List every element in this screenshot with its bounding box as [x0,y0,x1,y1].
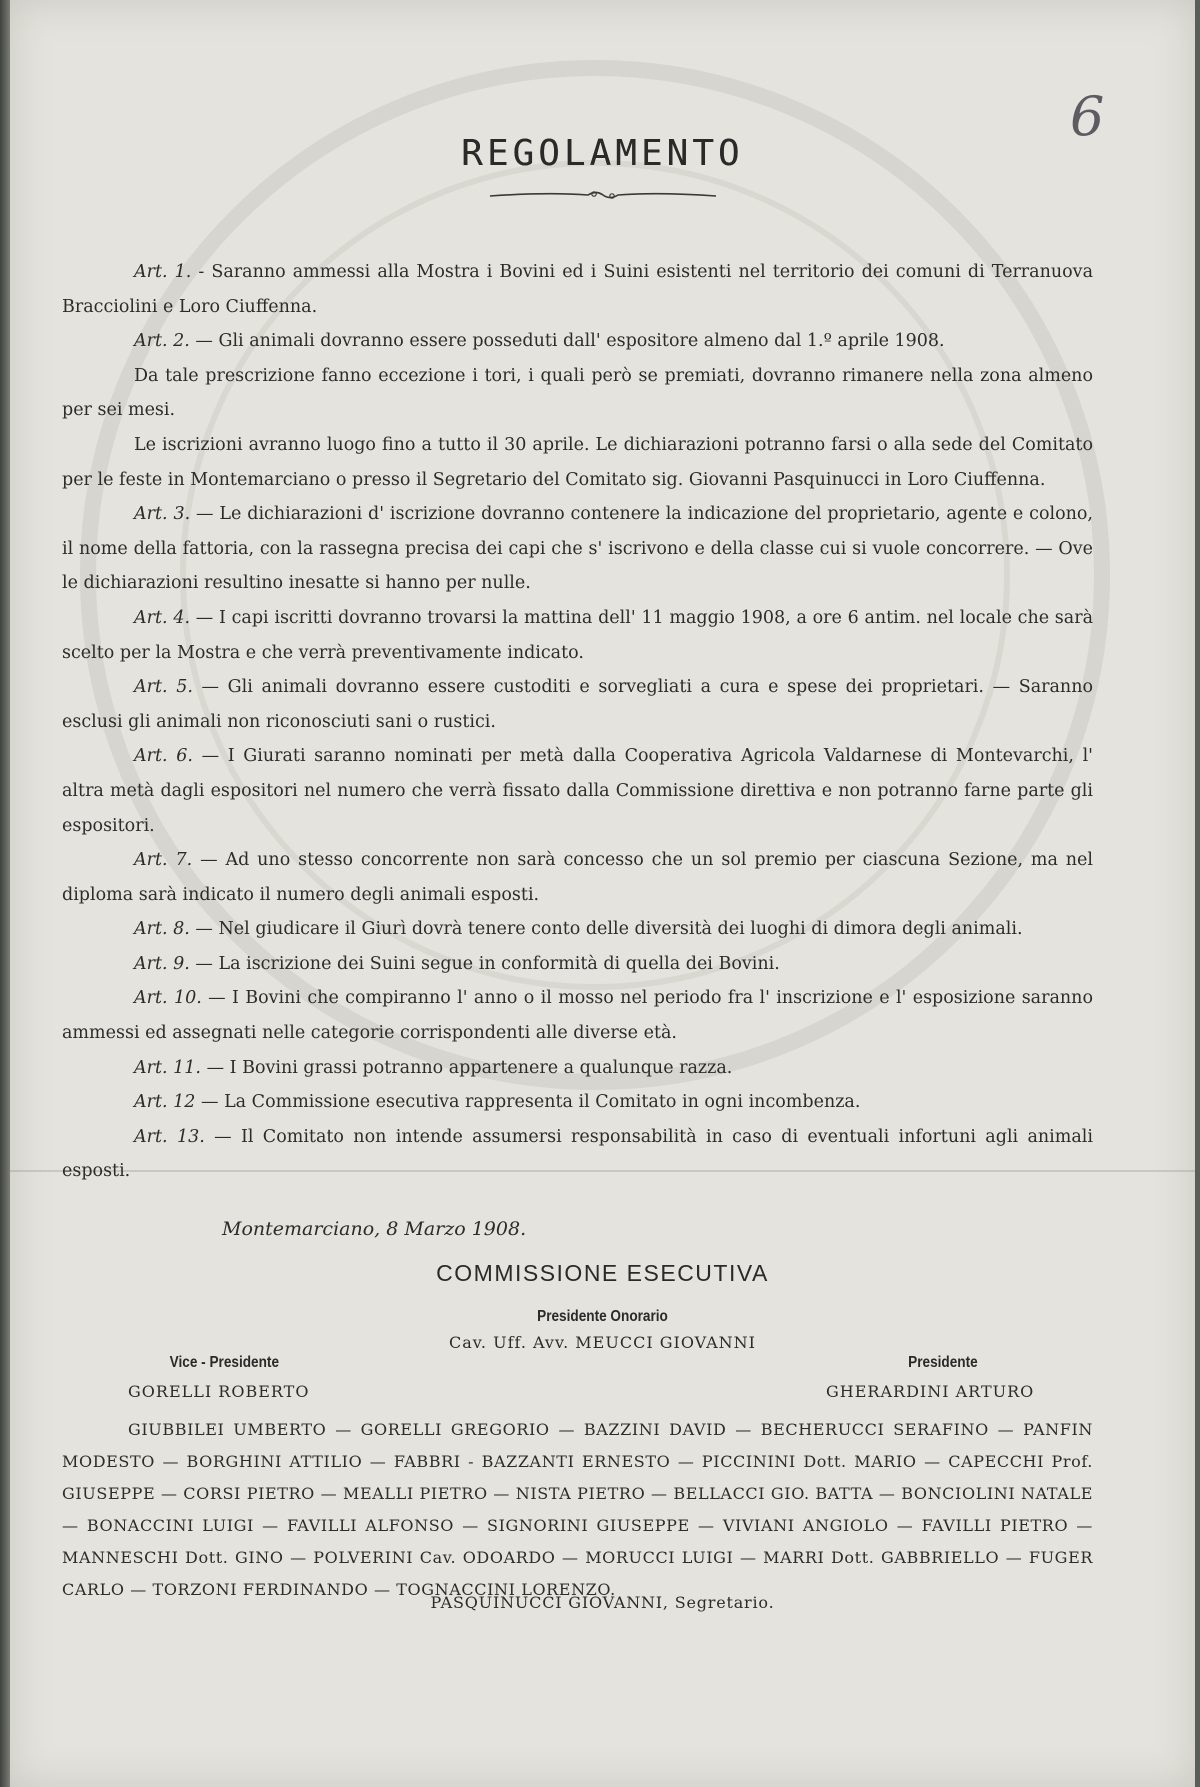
article-paragraph [62,255,1093,324]
article-text: — I Bovini che compiranno l' anno o il mosso nel periodo fra l' inscrizione e l' esposizione saranno ammessi ed assegnati nelle categorie corrispondenti alle diverse età. [62,988,1093,1044]
article-label: Art. 1. [134,262,192,282]
article-label: Art. 3. [134,504,191,525]
article-label: Art. 7. [134,850,193,871]
vice-president-name: GORELLI ROBERTO [128,1382,310,1401]
article-text: — Gli animali dovranno essere custoditi e sorvegliati a cura e spese dei proprietari. — Saranno esclusi gli animali non riconosciuti sani o rustici. [62,677,1093,732]
article-text: — La Commissione esecutiva rappresenta il Comitato in ogni incombenza. [195,1092,861,1113]
article-label: Art. 11. [134,1057,201,1078]
article-label: Art. 12 [134,1092,196,1113]
article-paragraph [62,497,1093,601]
article-text: — Gli animali dovranno essere posseduti dall' espositore almeno dal 1.º aprile 1908. [189,331,945,352]
article-paragraph [62,912,1093,947]
article-paragraph [62,601,1093,670]
article-text: — I Giurati saranno nominati per metà dalla Cooperativa Agricola Valdarnese di Montevarchi, l' altra metà dagli espositori nel numero che verrà fissato dalla Commissione direttiva e non potranno farne parte gli espositori. [62,746,1093,836]
article-paragraph [62,739,1093,843]
article-text: — Ad uno stesso concorrente non sarà concesso che un sol premio per ciascuna Sezione, ma nel diploma sarà indicato il numero degli animali esposti. [62,850,1094,905]
article-text: — I Bovini grassi potranno appartenere a qualunque razza. [201,1057,733,1078]
article-label: Art. 2. [134,331,190,352]
article-text: Da tale prescrizione fanno eccezione i tori, i quali però se premiati, dovranno rimanere nella zona almeno per sei mesi. [62,365,1093,421]
article-label: Art. 4. [134,607,191,628]
article-paragraph [62,981,1093,1050]
document-page [10,0,1195,1787]
article-paragraph [62,843,1093,912]
article-text: — Nel giudicare il Giurì dovrà tenere conto delle diversità dei luoghi di dimora degli animali. [189,919,1023,940]
vice-president-label: Vice - Presidente [169,1354,280,1371]
secretary-signature: PASQUINUCCI GIOVANNI, Segretario. [430,1593,775,1612]
honorary-president-name: Cav. Uff. Avv. MEUCCI GIOVANNI [449,1333,756,1352]
articles-body [62,255,1093,1189]
handwritten-page-number: 6 [1070,85,1105,148]
article-paragraph [62,1120,1093,1189]
article-paragraph [62,359,1093,428]
document-title: REGOLAMENTO [461,133,744,174]
article-label: Art. 13. [134,1126,205,1147]
article-label: Art. 10. [134,988,202,1009]
article-text: — Le dichiarazioni d' iscrizione dovranno contenere la indicazione del proprietario, agente e colono, il nome della fattoria, con la rassegna precisa dei capi che s' iscrivono e della classe cui si vuole concorrere. — Ove le dichiarazioni resultino inesatte si hanno per nulle. [62,504,1093,594]
president-name: GHERARDINI ARTURO [826,1382,1035,1401]
article-paragraph [62,1051,1093,1086]
article-text: — I capi iscritti dovranno trovarsi la mattina dell' 11 maggio 1908, a ore 6 antim. nel locale che sarà scelto per la Mostra e che verrà preventivamente indicato. [62,607,1094,663]
article-label: Art. 8. [134,919,190,940]
article-paragraph [62,947,1093,982]
page-edge [0,0,10,1787]
article-label: Art. 9. [134,953,190,974]
article-label: Art. 6. [134,746,193,767]
president-label: Presidente [908,1354,978,1371]
commission-title: COMMISSIONE ESECUTIVA [436,1260,769,1286]
article-label: Art. 5. [134,677,193,698]
commission-members: GIUBBILEI UMBERTO — GORELLI GREGORIO — BAZZINI DAVID — BECHERUCCI SERAFINO — PANFIN MODESTO — BORGHINI ATTILIO — FABBRI - BAZZANTI ERNESTO — PICCININI Dott. MARIO — CAPECCHI Prof. GIUSEPPE — CORSI PIETRO — MEALLI PIETRO — NISTA PIETRO — BELLACCI GIO. BATTA — BONCIOLINI NATALE — BONACCINI LUIGI — FAVILLI ALFONSO — SIGNORINI GIUSEPPE — VIVIANI ANGIOLO — FAVILLI PIETRO — MANNESCHI Dott. GINO — POLVERINI Cav. ODOARDO — MORUCCI LUIGI — MARRI Dott. GABBRIELLO — FUGER CARLO — TORZONI FERDINANDO — TOGNACCINI LORENZO. [62,1420,1093,1599]
article-paragraph [62,428,1093,497]
honorary-president-label: Presidente Onorario [537,1308,668,1325]
article-paragraph [62,1085,1093,1120]
article-text: Le iscrizioni avranno luogo fino a tutto il 30 aprile. Le dichiarazioni potranno farsi o alla sede del Comitato per le feste in Montemarciano o presso il Segretario del Comitato sig. Giovanni Pasquinucci in Loro Ciuffenna. [62,434,1093,490]
article-text: — Il Comitato non intende assumersi responsabilità in caso di eventuali infortuni agli animali esposti. [62,1126,1093,1182]
article-text: - Saranno ammessi alla Mostra i Bovini ed i Suini esistenti nel territorio dei comuni di Terranuova Bracciolini e Loro Ciuffenna. [62,262,1094,317]
title-ornament-icon [488,188,718,202]
article-paragraph [62,670,1093,739]
article-text: — La iscrizione dei Suini segue in conformità di quella dei Bovini. [189,953,780,974]
place-date: Montemarciano, 8 Marzo 1908. [222,1218,527,1240]
article-paragraph [62,324,1093,359]
